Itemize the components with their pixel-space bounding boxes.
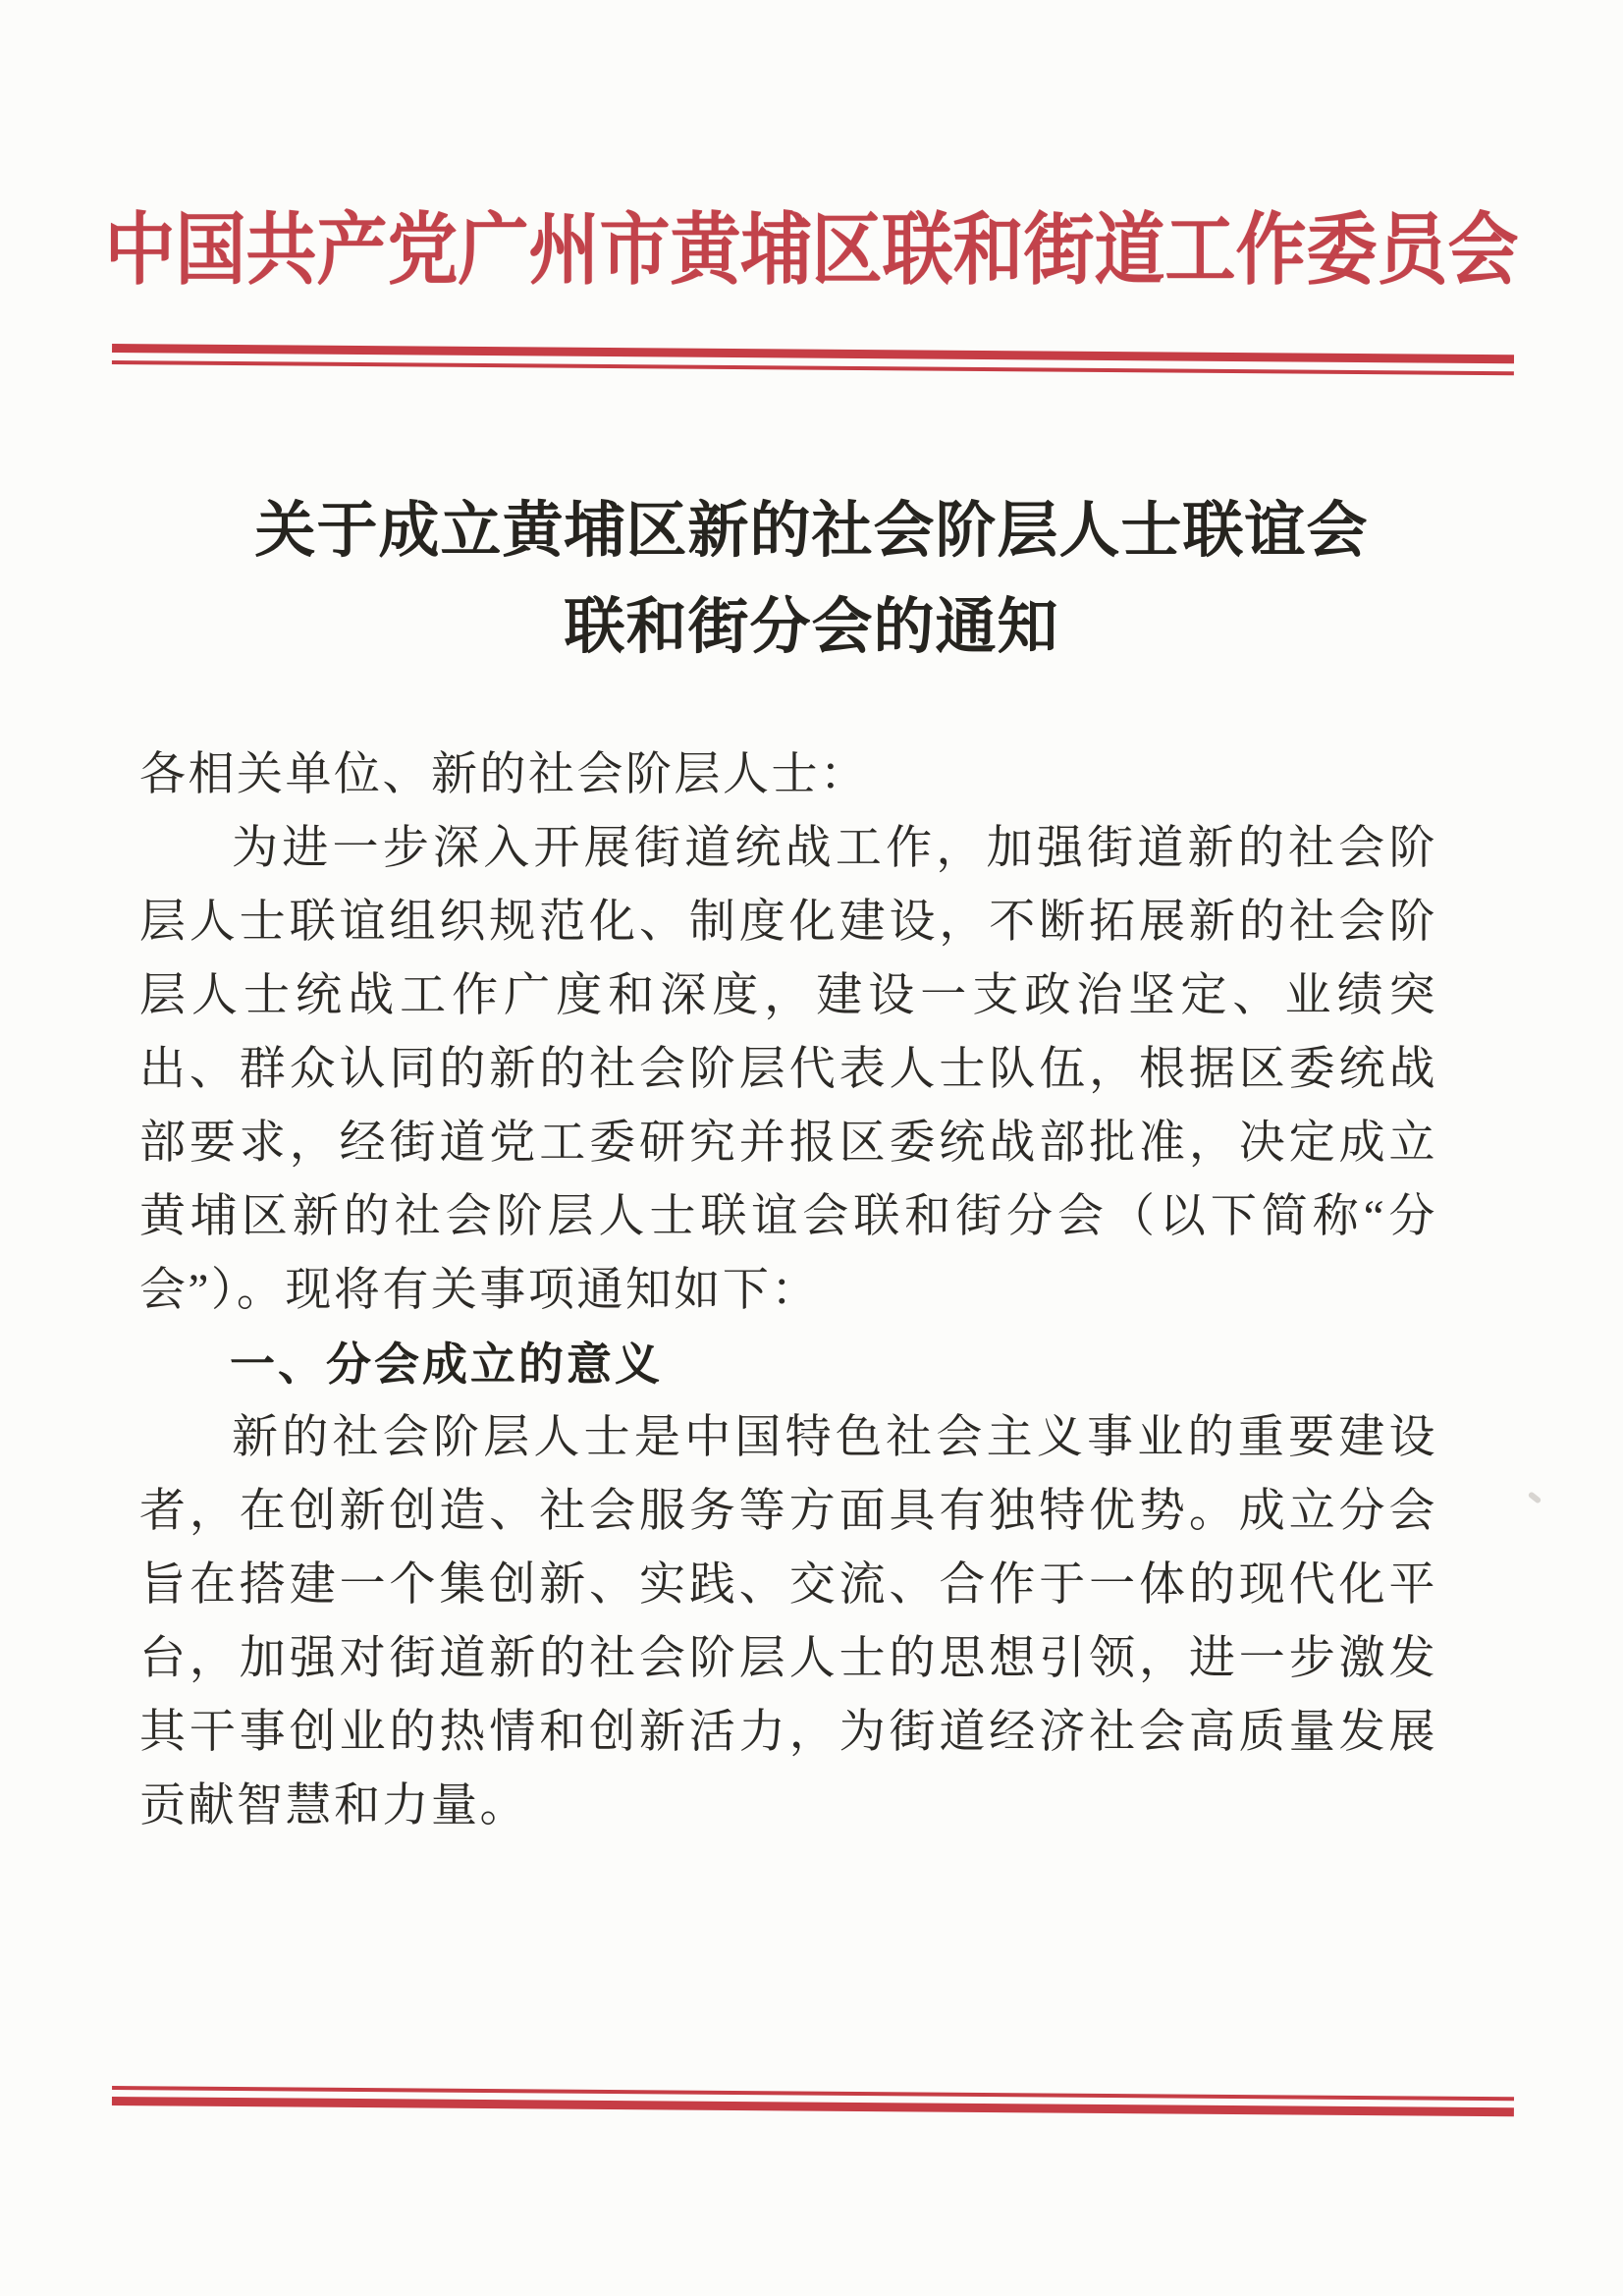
letterhead-double-rule (112, 344, 1514, 375)
scan-artifact-mark (1528, 1491, 1542, 1503)
body-paragraph-1: 为进一步深入开展街道统战工作，加强街道新的社会阶层人士联谊组织规范化、制度化建设，不断拓展新的社会阶层人士统战工作广度和深度，建设一支政治坚定、业绩突出、群众认同的新的社会阶层代表人士队伍，根据区委统战部要求，经街道党工委研究并报区委统战部批准，决定成立黄埔区新的社会阶层人士联谊会联和街分会（以下简称“分会”）。现将有关事项通知如下： (139, 823, 1437, 1316)
rule-thin (112, 360, 1514, 375)
document-body (139, 738, 1437, 1843)
section-heading: 一、分会成立的意义 (230, 1339, 663, 1390)
document-title-line-1: 关于成立黄埔区新的社会阶层人士联谊会 (254, 498, 1369, 565)
letterhead-title: 中国共产党广州市黄埔区联和街道工作委员会 (104, 208, 1519, 295)
body-paragraph-2: 新的社会阶层人士是中国特色社会主义事业的重要建设者，在创新创造、社会服务等方面具有独特优势。成立分会旨在搭建一个集创新、实践、交流、合作于一体的现代化平台，加强对街道新的社会阶层人士的思想引领，进一步激发其干事创业的热情和创新活力，为街道经济社会高质量发展贡献智慧和力量。 (139, 1412, 1437, 1831)
salutation: 各相关单位、新的社会阶层人士： (139, 749, 869, 800)
document-title (0, 483, 1623, 676)
rule-thick (112, 344, 1514, 363)
rule-thick (112, 2097, 1514, 2116)
document-title-line-2: 联和街分会的通知 (564, 594, 1059, 661)
footer-double-rule (112, 2086, 1514, 2116)
